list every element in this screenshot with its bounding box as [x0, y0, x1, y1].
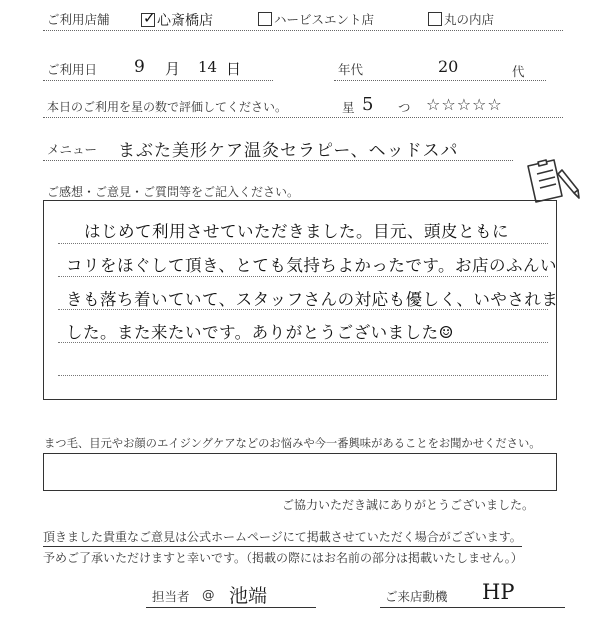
- question-label: まつ毛、目元やお顔のエイジングケアなどのお悩みや今一番興味があることをお聞かせください。: [44, 437, 541, 450]
- comment-text-line: きも落ち着いていて、スタッフさんの対応も優しく、いやされま: [66, 290, 559, 309]
- visit-day: 14: [198, 58, 218, 76]
- comment-text-line: コリをほぐして頂き、とても気持ちよかったです。お店のふんい: [66, 256, 558, 275]
- visit-month-unit: 月: [165, 60, 181, 78]
- store-option-label: 心斎橋店: [157, 13, 213, 29]
- comments-label: ご感想・ご意見・ご質問等をご記入ください。: [47, 185, 300, 199]
- motive-label: ご来店動機: [385, 589, 448, 604]
- comments-box[interactable]: [43, 200, 557, 400]
- visit-day-unit: 日: [226, 60, 242, 78]
- comment-line: [58, 276, 548, 277]
- staff-underline: [146, 607, 316, 608]
- checkbox-herbis[interactable]: [258, 12, 272, 26]
- menu-label: メニュー: [47, 142, 98, 157]
- checkbox-shinsaibashi[interactable]: [141, 9, 156, 27]
- motive-underline: [380, 607, 565, 608]
- comment-text-line: はじめて利用させていただきました。目元、頭皮ともに: [84, 222, 509, 241]
- store-underline: [43, 30, 563, 31]
- store-option-label: ハービスエント店: [274, 12, 375, 27]
- rating-underline: [43, 117, 563, 118]
- comment-line: [58, 243, 548, 244]
- staff-label: 担当者: [152, 589, 190, 604]
- age-label: 年代: [338, 62, 364, 77]
- store-option-marunouchi[interactable]: [428, 10, 494, 28]
- staff-at: @: [202, 587, 215, 602]
- store-option-herbis[interactable]: [258, 10, 374, 28]
- clipboard-pen-icon: [522, 156, 584, 204]
- checkmark-icon: ✓: [143, 9, 156, 27]
- motive-value: HP: [482, 580, 515, 604]
- store-label: ご利用店舗: [47, 12, 110, 27]
- rating-unit: つ: [398, 100, 411, 115]
- comment-line: [58, 375, 548, 376]
- menu-value: まぶた美形ケア温灸セラピー、ヘッドスパ: [118, 141, 459, 161]
- rating-value: 5: [362, 94, 374, 115]
- date-underline: [43, 80, 273, 81]
- rating-stars[interactable]: ☆☆☆☆☆: [426, 95, 503, 114]
- question-box[interactable]: [43, 453, 557, 491]
- age-value: 20: [438, 57, 459, 76]
- store-option-label: 丸の内店: [444, 12, 495, 27]
- thanks-text: ご協力いただき誠にありがとうございました。: [282, 498, 535, 512]
- checkbox-marunouchi[interactable]: [428, 12, 442, 26]
- comment-text-line: した。また来たいです。ありがとうございました☺: [66, 323, 454, 342]
- notice-line-1: 頂きました貴重なご意見は公式ホームページにて掲載させていただく場合がございます。: [43, 528, 522, 547]
- date-label: ご利用日: [47, 62, 98, 77]
- rating-prefix: 星: [342, 100, 355, 115]
- store-option-shinsaibashi[interactable]: [141, 10, 213, 30]
- age-unit: 代: [512, 64, 525, 79]
- rating-prompt: 本日のご利用を星の数で評価してください。: [47, 100, 288, 114]
- age-underline: [334, 80, 546, 81]
- staff-name: 池端: [229, 585, 268, 607]
- visit-month: 9: [134, 57, 145, 77]
- notice-line-2: 予めご了承いただけますと幸いです。（掲載の際にはお名前の部分は掲載いたしません。）: [43, 551, 523, 565]
